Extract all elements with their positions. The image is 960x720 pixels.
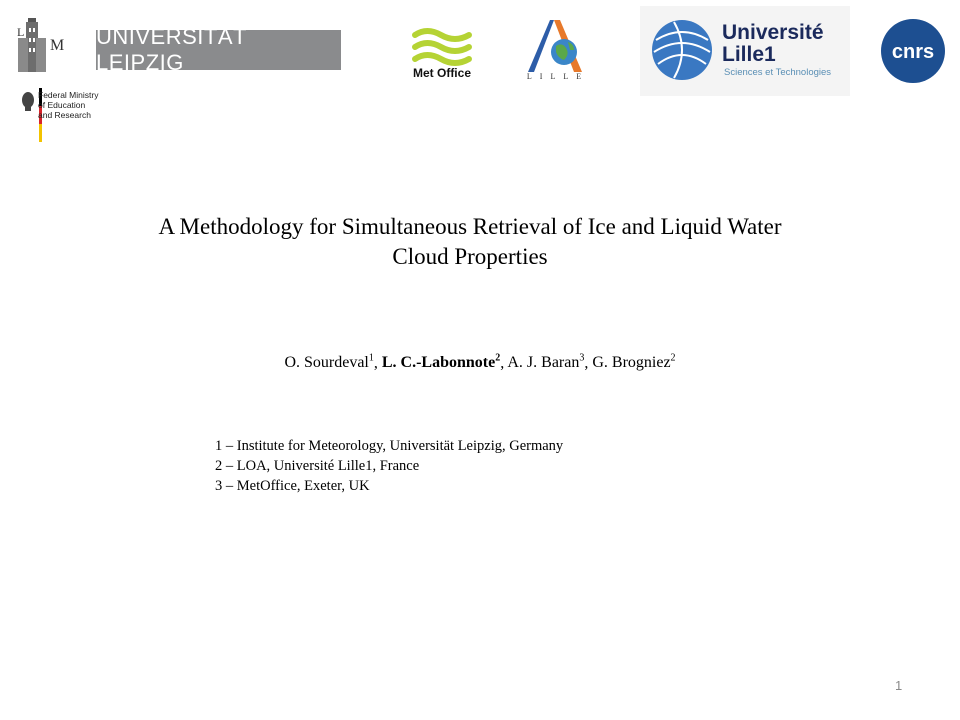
svg-text:L: L	[17, 25, 25, 39]
affiliation-item: 1 – Institute for Meteorology, Universität Leipzig, Germany	[215, 438, 564, 454]
lille-subtitle: Sciences et Technologies	[724, 67, 832, 78]
slide-number: 1	[895, 678, 903, 693]
author-list: O. Sourdeval$^1$, L. C.-Labonnote$^2$, A. J. Baran$^3$, G. Brogniez$^2$	[284, 353, 676, 372]
bmbf-line: Federal Ministry	[38, 90, 99, 100]
affiliation-list	[215, 436, 563, 496]
lille-globe-icon	[650, 18, 714, 82]
title-line: A Methodology for Simultaneous Retrieval of Ice and Liquid Water	[158, 214, 782, 239]
affiliation-item: 2 – LOA, Université Lille1, France	[215, 458, 420, 474]
svg-text:M: M	[50, 37, 65, 54]
affiliation-item: 3 – MetOffice, Exeter, UK	[215, 478, 370, 494]
author-name: A. J. Baran	[507, 354, 580, 372]
cnrs-logo	[880, 18, 946, 84]
author	[507, 354, 584, 371]
author-name: G. Brogniez	[592, 354, 671, 372]
leipzig-logo	[96, 24, 341, 75]
lille-name-line: Université	[722, 21, 824, 44]
lille-name-line: Lille1	[722, 43, 776, 66]
loa-label: LILLE	[526, 72, 590, 81]
bmbf-line: of Education	[38, 100, 86, 110]
author-affiliation: 1	[368, 353, 374, 364]
author-affiliation: 2	[670, 353, 676, 364]
leipzig-text: UNIVERSITÄT LEIPZIG	[96, 24, 247, 75]
author-affiliation: 3	[579, 353, 585, 364]
title-line: Cloud Properties	[392, 244, 548, 269]
author-name: L. C.-Labonnote	[381, 354, 496, 372]
lille-name	[722, 22, 824, 66]
bmbf-text	[38, 90, 98, 120]
bmbf-line: and Research	[38, 110, 91, 120]
author	[382, 354, 500, 371]
author	[592, 354, 675, 371]
author	[284, 354, 373, 371]
paper-title	[80, 212, 860, 272]
author-affiliation: 2	[495, 353, 501, 364]
metoffice-label: Met Office	[412, 66, 471, 80]
cnrs-text: cnrs	[891, 41, 935, 63]
lim-logo	[14, 14, 76, 76]
author-name: O. Sourdeval	[284, 354, 369, 372]
